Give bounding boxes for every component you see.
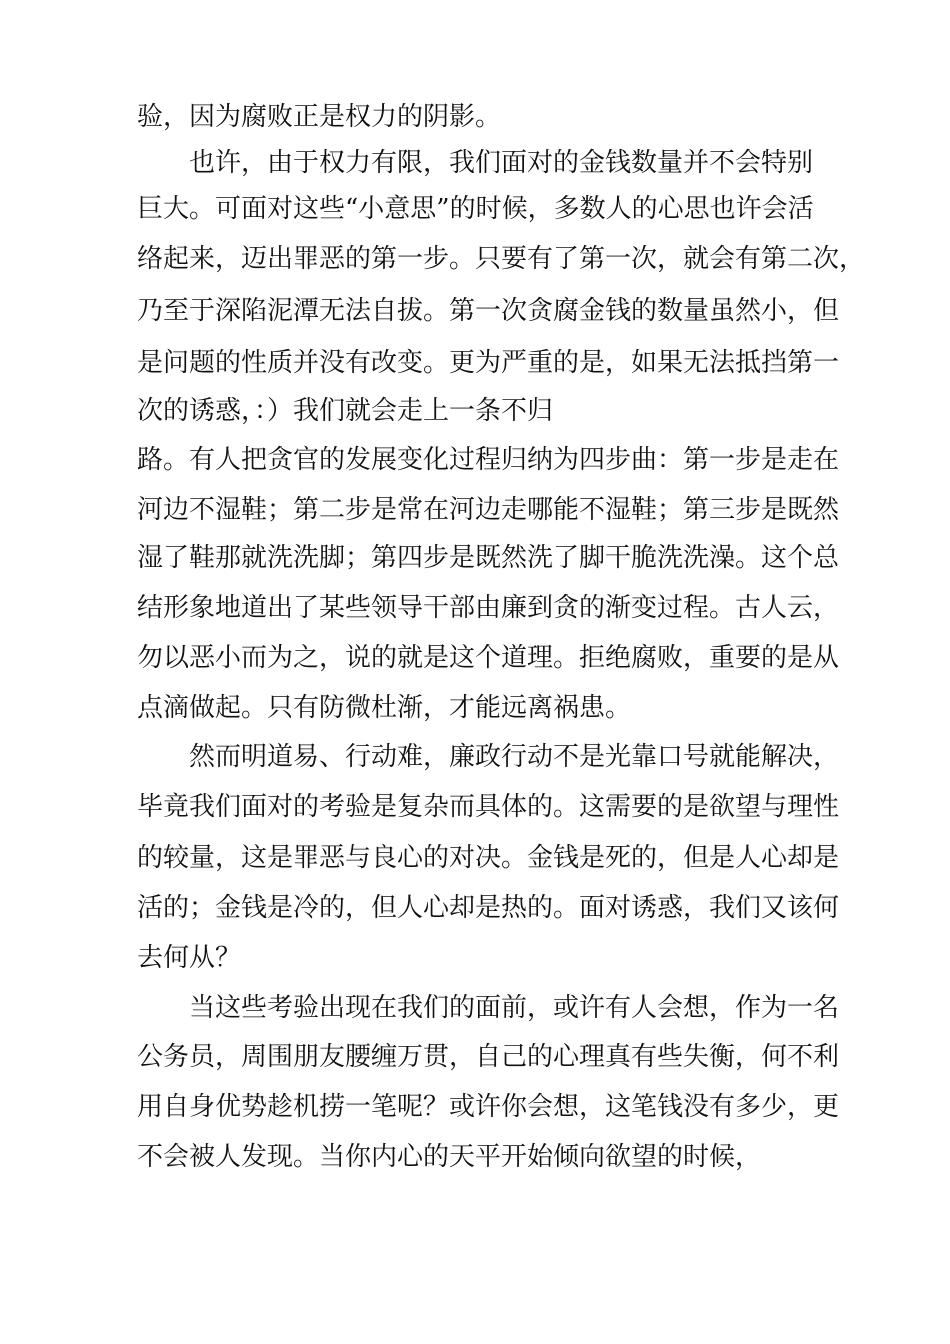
text-line: 是问题的性质并没有改变。更为严重的是，如果无法抵挡第一 — [137, 348, 840, 378]
paragraph-first-line: 也许，由于权力有限，我们面对的金钱数量并不会特别 — [189, 148, 814, 178]
text-line: 验，因为腐败正是权力的阴影。 — [137, 102, 502, 132]
paragraph-first-line: 然而明道易、行动难，廉政行动不是光靠口号就能解决， — [189, 742, 840, 772]
text-line: 次的诱惑，：）我们就会走上一条不归 — [137, 396, 554, 426]
text-line: 不会被人发现。当你内心的天平开始倾向欲望的时候， — [137, 1142, 762, 1172]
text-line: 结形象地道出了某些领导干部由廉到贪的渐变过程。古人云， — [137, 593, 840, 623]
text-line: 用自身优势趁机捞一笔呢？或许你会想，这笔钱没有多少，更 — [137, 1092, 840, 1122]
text-line: 河边不湿鞋；第二步是常在河边走哪能不湿鞋；第三步是既然 — [137, 495, 840, 525]
text-line: 的较量，这是罪恶与良心的对决。金钱是死的，但是人心却是 — [137, 843, 840, 873]
text-line: 路。有人把贪官的发展变化过程归纳为四步曲：第一步是走在 — [137, 445, 840, 475]
text-line: 活的；金钱是冷的，但人心却是热的。面对诱惑，我们又该何 — [137, 893, 840, 923]
text-line: 络起来，迈出罪恶的第一步。只要有了第一次，就会有第二次， — [137, 244, 866, 274]
text-line: 公务员，周围朋友腰缠万贯，自己的心理真有些失衡，何不利 — [137, 1042, 840, 1072]
text-line: 勿以恶小而为之，说的就是这个道理。拒绝腐败，重要的是从 — [137, 643, 840, 673]
text-line: 湿了鞋那就洗洗脚；第四步是既然洗了脚干脆洗洗澡。这个总 — [137, 543, 840, 573]
text-line: 去何从？ — [137, 943, 242, 973]
paragraph-first-line: 当这些考验出现在我们的面前，或许有人会想，作为一名 — [189, 993, 840, 1023]
text-line: 毕竟我们面对的考验是复杂而具体的。这需要的是欲望与理性 — [137, 792, 840, 822]
text-line: 巨大。可面对这些“小意思”的时候，多数人的心思也许会活 — [137, 194, 814, 224]
text-line: 点滴做起。只有防微杜渐，才能远离祸患。 — [137, 693, 632, 723]
text-line: 乃至于深陷泥潭无法自拔。第一次贪腐金钱的数量虽然小，但 — [137, 296, 840, 326]
